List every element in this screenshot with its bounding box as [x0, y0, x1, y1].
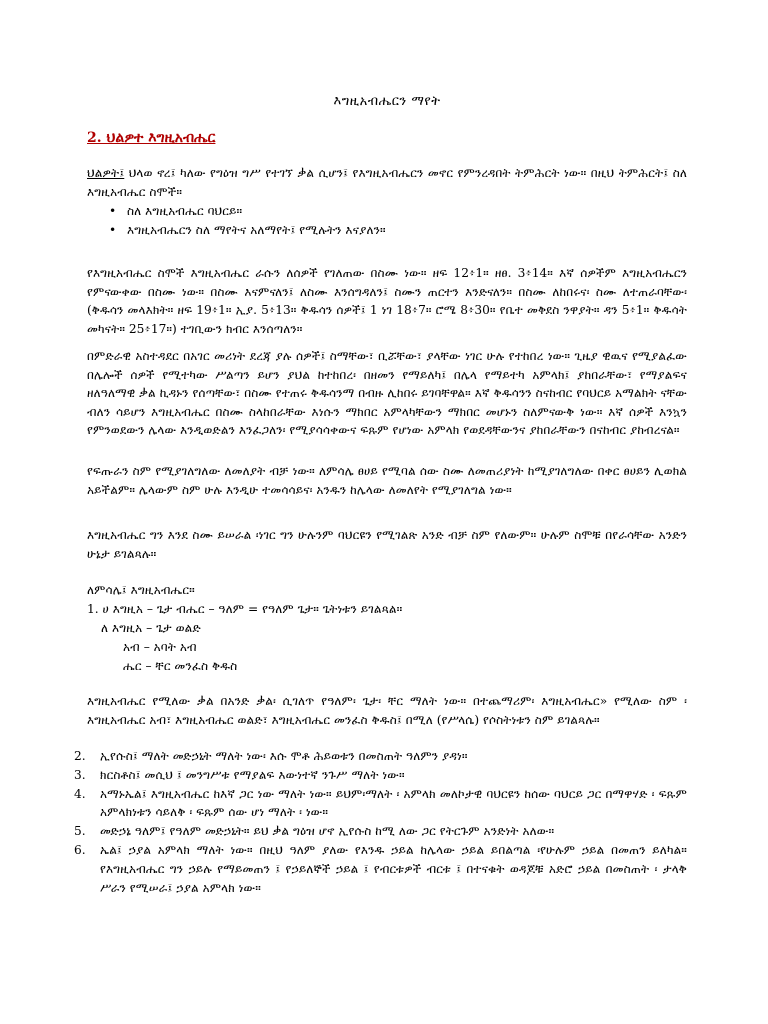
- document-title: እግዚአብሔርን ማየት: [333, 94, 441, 109]
- example-label: ለምሳሌ፤ እግዚአብሔር።: [87, 583, 195, 597]
- names-list: [74, 747, 687, 897]
- section-heading: 2. ህልዎተ እግዚአብሔር: [87, 130, 216, 146]
- list-item: 6. ኤል፤ ኃያል አምላክ ማለት ነው። በዚህ ዓለም ያለው የእንዱ ኃይል ከሌላው ኃይል ይበልጣል ፡የሁሉም ኃይል በመጠን ይለካል። የእግዚአብሔር ግን ኃይሉ የማይመጠን ፤ የኃይለኞች ኃይል ፤ የብርቱዎች ብርቱ ፤ በተናቁት ወዳጆቹ አድሮ ኃይል በመስጠት ፡ ታላቅ ሥራን የሚሠራ፤ ኃያል አምላክ ነው።: [74, 842, 687, 895]
- example-line: ለ እግዚአ – ጌታ ወልድ: [101, 621, 201, 635]
- names-paragraph: የእግዚአብሔር ስሞች እግዚአብሔር ራሱን ለሰዎች የገለጠው በስሙ ነው። ዘፍ 12፥1። ዘፀ. 3፥14። እኛ ሰዎችም እግዚአብሔርን የምናውቀው በስሙ ነው። በስሙ እናምናለን፤ ለስሙ እንሰግዳለን፤ ስሙን ጠርተን እንድናለን። በስሙ ለከበሩና፡ ስሙ ለተጠራባቸው፡ (ቅዱሳን መላእክት። ዘፍ 19፥1። ኢያ. 5፥13። ቅዱሳን ሰዎች፤ 1 ነገ 18፥7። ሮሜ 8፥30። የቤተ መቅደስ ንዋያት። ዳን 5፥1። ቅዱሳት መካናት። 25፥17።) ተገቢውን ክብር እንሰጣለን።: [87, 266, 687, 336]
- intro-text: ህላወ ኖረ፤ ካለው የግዕዝ ግሥ የተገኘ ቃል ሲሆን፤ የእግዚአብሔርን መኖር የምንረዳበት ትምሕርት ነው። በዚህ ትምሕርት፤ ስለ እግዚአብሔር ስሞች።: [87, 166, 687, 199]
- list-item: 4. አማኑኤል፤ እግዚአብሔር ከእኛ ጋር ነው ማለት ነው። ይህም፡ማለት ፡ አምላክ መለኮታዊ ባህርዩን ከሰው ባህርይ ጋር በማዋሃድ ፡ ፍጹም አምላክነቱን ሳይለቅ ፡ ፍጹም ሰው ሆነ ማለት ፡ ነው።: [74, 786, 687, 820]
- list-item: 3. ክርስቶስ፤ መሲህ ፤ መንግሥቱ የማያልፍ እውነተኛ ንጉሥ ማለት ነው።: [74, 767, 405, 782]
- creature-names-paragraph: የፍጡራን ስም የሚያገለግለው ለመለያት ብቻ ነው። ለምሳሌ ፀሀይ የሚባል ሰው ስሙ ለመጠሪያነት ከሚያገለግለው በቀር ፀሀይን ሊወክል አይችልም። ሌላውም ስም ሁሉ እንዲሁ ተመሳሳይና፡ አንዱን ከሌላው ለመለየት የሚያገለግል ነው።: [87, 464, 687, 497]
- intro-lead-word: ህልዎት፤: [87, 166, 125, 180]
- list-item: • እግዚአብሔርን ስለ ማየትና አለማየት፤ የሚሉትን እናያለን።: [87, 221, 386, 240]
- list-item: 2. ኢየሱስ፤ ማለት መድኃኒት ማለት ነው፡ እሱ ሞቶ ሕይወቱን በመስጠት ዓለምን ያዳነ።: [74, 749, 468, 763]
- god-names-paragraph: እግዚአብሔር ግን እንደ ስሙ ይሠራል ፡ነገር ግን ሁሉንም ባህርዩን የሚገልጽ አንድ ብቻ ስም የለውም። ሁሉም ስሞቹ በየራሳቸው አንድን ሁኔታ ይገልጻሉ።: [87, 528, 687, 561]
- topic-list: [87, 202, 386, 240]
- example-line: አብ – አባት አብ: [123, 640, 197, 654]
- meaning-paragraph: እግዚአብሔር የሚለው ቃል በአንድ ቃል፡ ሲገለጥ የዓለም፡ ጌታ፡ ቸር ማለት ነው። በተጨማሪም፡ እግዚአብሔር» የሚለው ስም ፡ እግዚአብሔር አብ፣ እግዚአብሔር ወልድ፣ እግዚአብሔር መንፈስ ቅዱስ፤ በሚለ (የሥላሴ) የሶስትነቱን ስም ይገልጻሉ።: [87, 694, 687, 727]
- honor-paragraph: በምድራዊ አስተዳደር በአገር መሪነት ደረጃ ያሉ ሰዎች፤ ስማቸው፣ ቢሯቸው፣ ያላቸው ነገር ሁሉ የተከበረ ነው። ጊዜያ ዊዉና የሚያልፈው በሌሎች ሰዎች የሚተካው ሥልጣን ይሆን ያህል ከተከበረ፡ በዘመን የማይለካ፤ በሌላ የማይተካ አምላክ፤ ያከበራቸው፣ የማያልፍና ዘለዓለማዊ ቃል ኪዳኑን የሰጣቸው፣ በስሙ የተጠሩ ቅዱሳንማ በብዙ ሊከበሩ ይገባቸዋል። እኛ ቅዱሳንን ስናከብር የባህርይ አማልክት ናቸው ብለን ሳይሆን እግዚአብሔር በስሙ ስላከበራቸው እነሱን ማክበር አምላካቸውን ማክበር መሆኑን ስለምናውቅ ነው። እኛ ሰዎች እንኳን የምንወደውን ሌላው እንዲወድልን እንፈጋለን፡ የሚያሳሳቀውና ፍጹም የሆነው አምላክ የወደዳቸውንና ያከበራቸውን በናከብር ያከብረናል።: [87, 349, 687, 438]
- list-item: • ስለ እግዚአብሔር ባህርይ።: [87, 202, 386, 221]
- example-line: ሔር – ቸር መንፈስ ቅዱስ: [123, 659, 238, 673]
- list-item: 5. መድኃኔ ዓለም፤ የዓለም መድኃኒት። ይህ ቃል ግዕዝ ሆኖ ኢየሱስ ከሚ ለው ጋር የትርጉም አንድነት አለው።: [74, 824, 555, 839]
- example-line: 1. ሀ እግዚአ – ጌታ ብሔር – ዓለም = የዓለም ጌታ። ጌትነቱን ይገልጻል።: [87, 602, 403, 616]
- intro-paragraph: [87, 164, 687, 201]
